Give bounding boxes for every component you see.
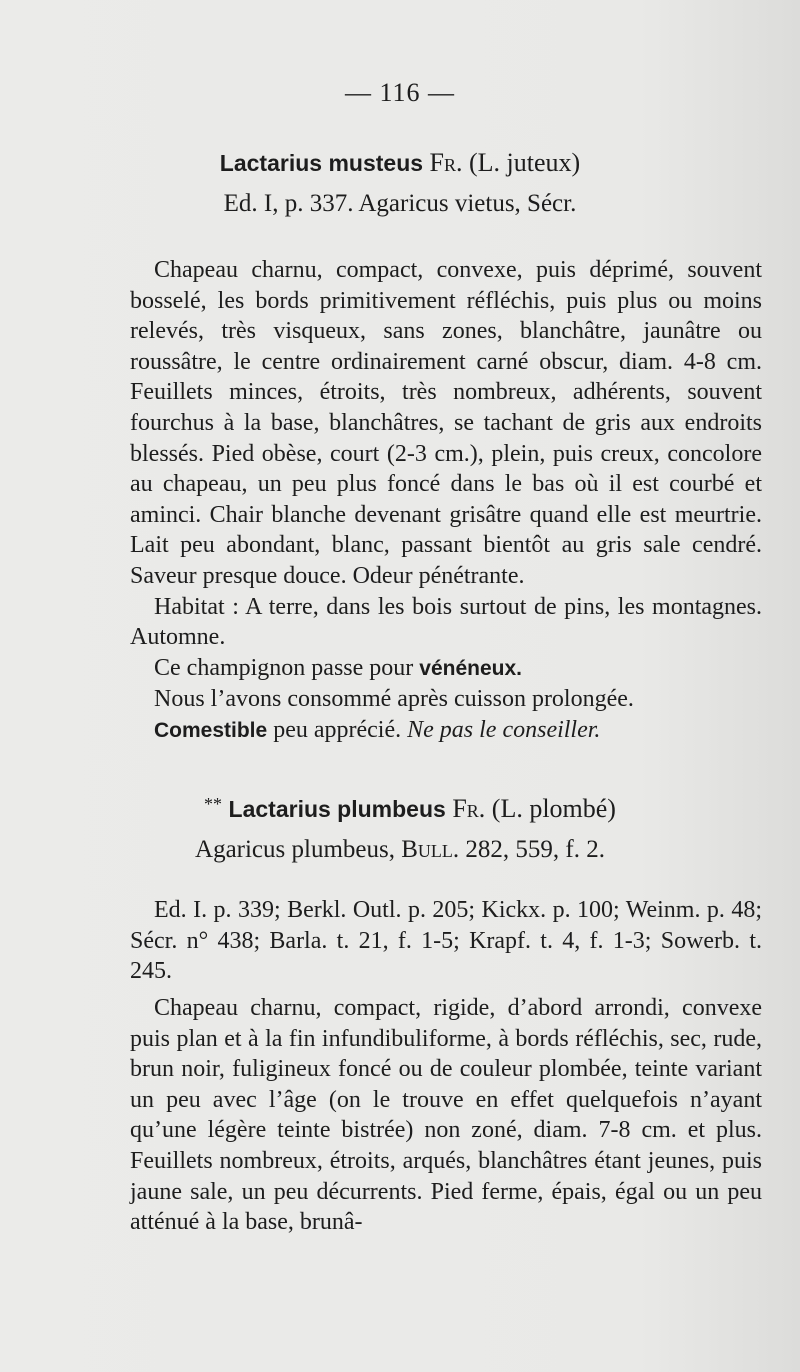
entry2-synonym-prefix: Agaricus plumbeus,	[195, 836, 402, 863]
entry1-note-poison	[130, 653, 762, 685]
entry1-note-poison-bold: vénéneux.	[419, 656, 522, 680]
entry2-synonym	[0, 836, 800, 864]
entry2-synonym-suffix: 282, 559, f. 2.	[459, 836, 605, 863]
entry1-heading	[0, 148, 800, 178]
entry1-body	[130, 255, 762, 747]
entry2-common-name: (L. plombé)	[491, 794, 616, 823]
entry1-note-edible-text: peu apprécié.	[267, 716, 408, 743]
entry2-stars: **	[204, 794, 223, 814]
entry2-references-block	[130, 895, 762, 987]
entry2-description: Chapeau charnu, compact, rigide, d’abord arrondi, convexe puis plan et à la fin infundibuliforme, à bords réfléchis, sec, rude, brun noir, fuligineux foncé ou de couleur plombée, teinte variant un peu avec l’âge (on le trouve en effet quelquefois n’ayant qu’une légère teinte bistrée) non zoné, diam. 7-8 cm. et plus. Feuillets nombreux, étroits, arqués, blanchâtres étant jeunes, puis jaune sale, un peu décurrents. Pied ferme, épais, égal ou un peu atténué à la base, brunâ-	[130, 995, 762, 1236]
entry1-name: Lactarius musteus	[219, 150, 424, 176]
entry2-heading	[0, 794, 800, 824]
entry1-note-poison-text: Ce champignon passe pour	[154, 654, 420, 681]
entry2-name: Lactarius plumbeus	[228, 796, 446, 822]
entry1-note-edible-italic: Ne pas le conseiller.	[407, 716, 601, 743]
entry1-description: Chapeau charnu, compact, convexe, puis déprimé, souvent bosselé, les bords primitivement réfléchis, puis plus ou moins relevés, très visqueux, sans zones, blanchâtre, jaunâtre ou roussâtre, le centre ordinairement carné obscur, diam. 4-8 cm. Feuillets minces, étroits, très nombreux, adhérents, souvent fourchus à la base, blanchâtres, se tachant de gris aux endroits blessés. Pied obèse, court (2-3 cm.), plein, puis creux, concolore au chapeau, un peu plus foncé dans le bas où il est courbé et aminci. Chair blanche devenant grisâtre quand elle est meurtrie. Lait peu abondant, blanc, passant bientôt au gris sale cendré. Saveur presque douce. Odeur pénétrante.	[130, 257, 762, 589]
entry2-references: Ed. I. p. 339; Berkl. Outl. p. 205; Kickx. p. 100; Weinm. p. 48; Sécr. n° 438; Barla. t. 21, f. 1-5; Krapf. t. 4, f. 1-3; Sowerb. t. 245.	[130, 897, 762, 985]
entry1-author: Fr.	[429, 148, 463, 177]
entry1-common-name: (L. juteux)	[469, 148, 581, 177]
entry1-note-consumed: Nous l’avons consommé après cuisson prolongée.	[154, 686, 634, 713]
entry1-note-edible-bold: Comestible	[154, 718, 268, 742]
entry2-author: Fr.	[452, 794, 486, 823]
entry2-synonym-author: Bull.	[401, 836, 460, 863]
page-number: — 116 —	[344, 78, 456, 107]
entry2-body	[130, 993, 762, 1238]
entry1-note-edible	[130, 715, 762, 747]
entry1-reference: Ed. I, p. 337. Agaricus vietus, Sécr.	[223, 190, 577, 217]
entry1-habitat: Habitat : A terre, dans les bois surtout de pins, les montagnes. Automne.	[130, 593, 762, 651]
